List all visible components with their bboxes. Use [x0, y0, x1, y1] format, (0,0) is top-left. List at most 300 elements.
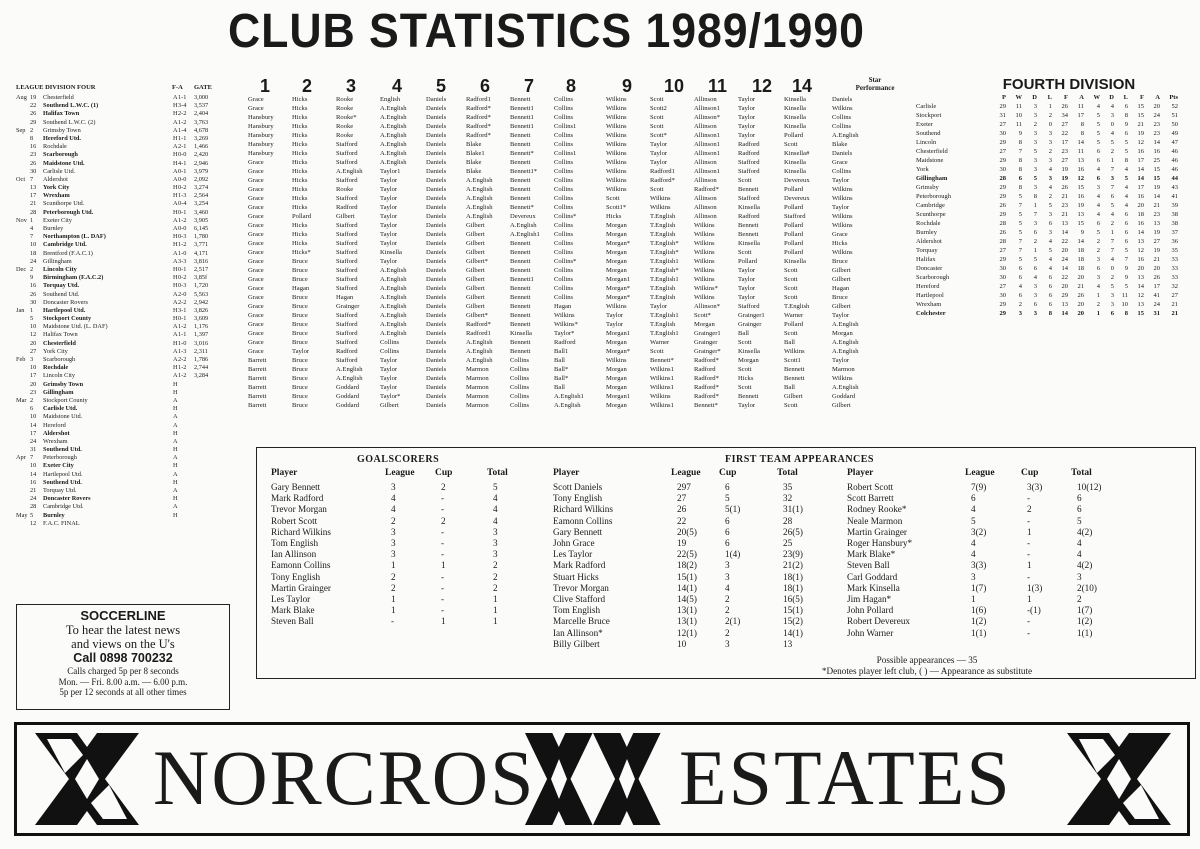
fixture-gate: 3,979	[194, 167, 209, 175]
league-cell: 21	[1077, 283, 1084, 290]
lineup-player: Radford*	[694, 357, 719, 364]
league-cell: 41	[1171, 193, 1178, 200]
league-cell: 5	[1124, 247, 1128, 254]
fixture-day: 10	[30, 323, 37, 331]
league-cell: 5	[1018, 220, 1022, 227]
lineup-row	[248, 321, 906, 330]
stats-player: Clive Stafford	[553, 594, 606, 604]
league-cell: 17	[1061, 139, 1068, 146]
lineup-player: Wilkins	[606, 177, 627, 184]
lineup-player: Goddard	[336, 402, 360, 409]
league-cell: 14	[1137, 166, 1144, 173]
stats-value: 6	[725, 482, 730, 492]
fixture-day: 21	[30, 487, 37, 494]
league-cell: 4	[1018, 283, 1022, 290]
league-row	[916, 166, 1192, 175]
lineup-player: Daniels	[426, 339, 447, 346]
stats-value: 3	[493, 526, 498, 537]
lineup-player: Wilkins	[606, 141, 627, 148]
fixture-venue: H	[173, 388, 178, 396]
lineup-player: Bruce	[292, 339, 308, 346]
lineup-player: Grace	[248, 258, 264, 265]
lineup-player: Morgan	[738, 357, 759, 364]
league-cell: 4	[1096, 193, 1100, 200]
league-cell: 14	[1137, 175, 1144, 182]
lineup-player: Hicks	[292, 132, 308, 139]
lineup-row	[248, 384, 906, 393]
lineup-row	[248, 267, 906, 276]
lineup-player: Allinson*	[694, 303, 721, 310]
lineup-player: Collins*	[554, 213, 577, 220]
league-col-header: P	[1002, 94, 1006, 101]
league-cell: 1	[1048, 103, 1052, 110]
lineup-row	[248, 105, 906, 114]
fixture-venue: A	[173, 118, 178, 126]
lineup-player: Morgan	[694, 321, 715, 328]
lineup-player: Stafford	[336, 312, 358, 319]
fixture-venue: H	[173, 134, 178, 142]
fixture-row	[16, 143, 224, 151]
lineup-player: Radford1	[466, 96, 491, 103]
lineup-player: Collins	[380, 339, 400, 346]
stats-value: 1	[493, 594, 498, 604]
fixture-day: 20	[30, 380, 37, 388]
league-row	[916, 274, 1192, 283]
league-cell: 16	[1137, 148, 1144, 155]
league-col-header: A	[1079, 94, 1084, 101]
fixture-venue: H	[173, 380, 178, 388]
lineup-player: Wilkins	[554, 312, 575, 319]
stats-value: 14(1)	[783, 627, 803, 638]
lineup-player: Bruce	[292, 321, 308, 328]
star-performer: Collins	[832, 114, 852, 121]
stats-value: 2	[493, 582, 498, 593]
fixture-gate: 3,609	[194, 315, 209, 323]
fixture-day: 5	[30, 511, 34, 519]
league-cell: 5	[1124, 283, 1128, 290]
stats-value: 2	[725, 605, 730, 616]
soccerline-charge: Calls charged 5p per 8 seconds	[67, 666, 179, 676]
league-cell: 10	[1015, 112, 1022, 119]
stats-player: Mark Blake	[271, 605, 315, 616]
stats-col-header: Total	[777, 468, 798, 478]
lineup-player: Collins	[554, 204, 574, 211]
lineup-player: A.English1	[554, 393, 584, 400]
lineup-player: Collins	[554, 222, 574, 229]
league-row	[916, 220, 1192, 229]
league-cell: 30	[999, 265, 1006, 272]
lineup-player: Collins	[554, 159, 574, 166]
lineup-player: Daniels	[426, 384, 447, 391]
fixture-day: 13	[30, 184, 37, 192]
lineup-player: Daniels	[426, 249, 447, 256]
lineup-player: Hagan	[336, 294, 354, 301]
league-cell: 13	[1077, 157, 1084, 164]
lineup-player: A.English	[380, 276, 407, 283]
lineup-player: Collins	[510, 357, 530, 364]
lineup-player: Radford	[738, 141, 760, 148]
league-cell: 7	[1124, 256, 1128, 263]
lineup-player: Wilkins	[784, 348, 805, 355]
fixture-row	[16, 454, 224, 462]
lineup-player: Scott	[650, 123, 664, 130]
fixture-venue: A	[173, 175, 178, 183]
lineup-player: A.English	[380, 105, 407, 112]
league-cell: 3	[1033, 103, 1037, 110]
lineup-player: Morgan	[606, 231, 627, 238]
lineup-player: Taylor	[738, 96, 756, 103]
lineup-player: Grainger1	[738, 312, 765, 319]
stats-value: -	[441, 605, 445, 616]
fixture-venue: H	[173, 429, 178, 437]
fixture-venue: A	[173, 200, 178, 208]
lineup-player: Blake	[466, 159, 482, 166]
lineup-player: Wilkins	[606, 132, 627, 139]
fixture-venue: H	[173, 462, 178, 470]
lineup-row	[248, 294, 906, 303]
lineup-row	[248, 204, 906, 213]
shirt-number: 9	[622, 76, 633, 96]
stats-value: 2	[493, 571, 498, 582]
fixture-score: 0-2	[178, 274, 187, 282]
lineup-row	[248, 150, 906, 159]
stats-player: Scott Barrett	[847, 493, 894, 504]
league-table	[916, 76, 1192, 319]
league-cell: 26	[1077, 292, 1084, 299]
league-row	[916, 283, 1192, 292]
fixture-gate: 1,397	[194, 331, 209, 339]
lineup-player: Bennett	[510, 267, 531, 274]
stats-value: 1(3)	[1027, 582, 1043, 593]
fixture-gate: 3,816	[194, 257, 209, 265]
star-performer: Hagan	[832, 285, 850, 292]
lineup-player: Allinson	[694, 159, 717, 166]
lineup-player: Grace	[248, 267, 264, 274]
league-cell: 6	[1096, 157, 1100, 164]
league-cell: 13	[1061, 301, 1068, 308]
fixture-score: 1-2	[178, 364, 187, 372]
league-cell: 1	[1096, 292, 1100, 299]
stats-value: 297	[677, 482, 691, 492]
lineup-player: Bennett*	[510, 204, 534, 211]
lineup-player: Kinsella	[784, 258, 806, 265]
league-cell: 20	[1077, 301, 1084, 308]
fixtures-comp: LEAGUE DIVISION FOUR	[16, 84, 96, 91]
stats-col-header: Total	[487, 468, 508, 478]
fixture-day: 14	[30, 470, 37, 478]
fixture-day: 7	[30, 233, 34, 241]
lineup-player: A.English	[336, 168, 363, 175]
shirt-number: 5	[436, 76, 447, 96]
lineup-player: Daniels	[426, 303, 447, 310]
lineup-player: Scott	[784, 285, 798, 292]
stats-value: 4	[971, 504, 976, 515]
league-cell: 17	[1137, 157, 1144, 164]
league-cell: 33	[1171, 274, 1178, 281]
lineup-player: Grace	[248, 231, 264, 238]
lineup-player: Grace	[248, 177, 264, 184]
sponsor-center-logo-icon	[525, 733, 661, 825]
fixture-row	[16, 495, 224, 503]
stats-value: 3	[391, 549, 396, 560]
league-cell: 21	[1153, 256, 1160, 263]
league-cell: 47	[1171, 139, 1178, 146]
fixture-day: 26	[30, 290, 37, 298]
fixture-month: Mar	[16, 396, 27, 404]
fixture-day: 18	[30, 249, 37, 257]
lineup-player: Gilbert	[336, 213, 355, 220]
fixture-gate: 2,404	[194, 110, 209, 118]
league-cell: 16	[1153, 148, 1160, 155]
lineup-player: Taylor	[380, 222, 398, 229]
fixture-opponent: Hartlepool Utd.	[43, 470, 83, 478]
lineup-player: Daniels	[426, 267, 447, 274]
fixture-row	[16, 479, 224, 487]
lineup-row	[248, 132, 906, 141]
stats-value: 10(12)	[1077, 482, 1102, 492]
lineup-player: Wilkins	[694, 258, 715, 265]
league-cell: 27	[1061, 121, 1068, 128]
lineup-player: Kinsella	[738, 348, 760, 355]
star-performer: Wilkins	[832, 222, 853, 229]
fixture-gate: 1,780	[194, 233, 209, 241]
lineup-player: Taylor	[738, 132, 756, 139]
league-cell: 3	[1033, 139, 1037, 146]
fixture-opponent: Torquay Utd.	[43, 282, 80, 290]
league-cell: 14	[1077, 139, 1084, 146]
lineup-player: Wilkins	[606, 123, 627, 130]
fixture-row	[16, 209, 224, 217]
fixture-month: Jan	[16, 306, 25, 314]
sponsor-word-norcros: NORCROS	[153, 734, 536, 821]
lineup-player: Hicks	[292, 105, 308, 112]
fixture-day: 10	[30, 241, 37, 249]
lineup-player: Morgan	[606, 249, 627, 256]
league-cell: 11	[1077, 103, 1084, 110]
league-cell: 14	[1061, 310, 1068, 317]
stats-value: 5	[971, 515, 976, 526]
league-cell: 1	[1033, 202, 1037, 209]
league-cell: 3	[1048, 229, 1052, 236]
lineup-player: Bennett	[510, 294, 531, 301]
league-cell: 43	[1171, 184, 1178, 191]
lineup-player: Bennett	[738, 186, 759, 193]
stats-value: 1(6)	[971, 605, 987, 616]
lineup-player: Collins	[554, 195, 574, 202]
league-cell: 27	[1153, 238, 1160, 245]
fixture-venue: A	[173, 421, 178, 429]
stats-value: 4	[391, 504, 396, 515]
league-cell: 6	[1110, 310, 1114, 317]
lineup-player: Morgan	[606, 366, 627, 373]
fixture-day: 14	[30, 421, 37, 429]
fixture-opponent: Brentford (F.A.C.1)	[43, 249, 93, 257]
league-cell: 29	[999, 184, 1006, 191]
fixtures-gate-header: GATE	[194, 84, 212, 91]
lineup-player: Bennett	[738, 393, 759, 400]
fixture-month: Dec	[16, 265, 27, 273]
lineup-player: Taylor	[738, 276, 756, 283]
stats-value: 1	[1027, 594, 1032, 604]
league-cell: 3	[1033, 184, 1037, 191]
lineup-player: Grace	[248, 285, 264, 292]
fixture-opponent: F.A.C. FINAL	[43, 519, 80, 527]
league-cell: 5	[1110, 202, 1114, 209]
stats-value: 35	[783, 482, 793, 492]
league-cell: 6	[1124, 211, 1128, 218]
lineup-player: Morgan*	[606, 240, 631, 247]
lineup-player: Warner	[650, 339, 670, 346]
league-row	[916, 139, 1192, 148]
league-cell: 28	[999, 238, 1006, 245]
stats-value: 2	[1077, 594, 1082, 604]
league-cell: 4	[1096, 283, 1100, 290]
stats-value: 21(2)	[783, 560, 803, 571]
fixture-gate: 2,517	[194, 265, 209, 273]
lineup-player: Warner	[784, 312, 804, 319]
league-cell: 7	[1110, 238, 1114, 245]
stats-value: 18(2)	[677, 560, 697, 571]
fixture-row	[16, 282, 224, 290]
star-performer: Gilbert	[832, 402, 851, 409]
stats-player: Billy Gilbert	[553, 638, 600, 649]
league-cell: 5	[1048, 202, 1052, 209]
fixture-row	[16, 430, 224, 438]
stats-value: 2	[1027, 504, 1032, 515]
league-col-header: A	[1155, 94, 1160, 101]
league-cell: 7	[1018, 238, 1022, 245]
stats-player: Tony English	[553, 493, 603, 504]
lineup-player: Wilkins	[650, 204, 671, 211]
lineup-player: Radford	[336, 204, 358, 211]
fixture-score: 3-3	[178, 257, 187, 265]
lineup-player: Bennett	[510, 96, 531, 103]
lineup-player: Kinsella	[784, 96, 806, 103]
lineup-player: Daniels	[426, 348, 447, 355]
lineup-player: Pollard	[784, 240, 804, 247]
league-cell: 3	[1110, 301, 1114, 308]
fixture-row	[16, 356, 224, 364]
lineup-player: Stafford	[336, 150, 358, 157]
lineup-player: Kinsella#	[784, 150, 810, 157]
stats-value: -	[1027, 627, 1031, 638]
league-cell: 2	[1048, 148, 1052, 155]
lineup-player: Rooke	[336, 186, 354, 193]
fixture-gate: 3,826	[194, 306, 209, 314]
fixture-day: 8	[30, 134, 34, 142]
stats-col-header: Cup	[1021, 468, 1039, 478]
star-performer: Wilkins	[832, 249, 853, 256]
league-cell: 9	[1080, 229, 1084, 236]
fixture-opponent: Maidstone Utd.	[43, 159, 85, 167]
lineup-player: Gilbert	[466, 303, 485, 310]
lineup-player: Gilbert*	[466, 312, 488, 319]
stats-value: 3(3)	[971, 560, 987, 571]
stats-value: 26	[677, 504, 687, 515]
stats-value: 2	[391, 582, 396, 593]
fixture-venue: A	[173, 331, 178, 339]
league-cell: 28	[999, 220, 1006, 227]
stats-player: Mark Radford	[553, 560, 606, 571]
league-cell: 3	[1033, 112, 1037, 119]
lineup-player: Stafford	[336, 267, 358, 274]
fixture-opponent: Cambridge Utd.	[43, 503, 84, 511]
league-cell: 1	[1110, 157, 1114, 164]
fixture-opponent: Peterborough	[43, 454, 77, 462]
lineup-player: Wilkins*	[554, 321, 578, 328]
fixture-opponent: Halifax Town	[43, 331, 78, 339]
lineup-player: Stafford	[336, 141, 358, 148]
star-performer: Hicks	[832, 240, 848, 247]
lineup-player: Daniels	[426, 141, 447, 148]
lineup-player: Bennett1*	[510, 168, 538, 175]
lineup-player: Morgan	[606, 267, 627, 274]
star-performer: Daniels	[832, 96, 853, 103]
lineup-row	[248, 348, 906, 357]
stats-player: Mark Radford	[271, 493, 324, 504]
fixture-venue: A	[173, 143, 178, 151]
fixture-opponent: York City	[43, 184, 70, 192]
fixture-row	[16, 372, 224, 380]
soccerline-box	[16, 604, 230, 710]
stats-value: 15(1)	[783, 605, 803, 616]
lineup-player: Gilbert	[466, 267, 485, 274]
stats-player: Tom English	[553, 605, 601, 616]
lineup-player: Bennett	[510, 141, 531, 148]
fixture-opponent: Torquay Utd.	[43, 487, 77, 494]
lineup-player: Daniels	[426, 213, 447, 220]
lineup-player: Pollard	[784, 222, 804, 229]
fixture-venue: H	[173, 478, 178, 486]
stats-value: -	[1027, 571, 1031, 582]
lineup-player: Grace	[248, 204, 264, 211]
soccerline-line2: and views on the U's	[71, 637, 175, 651]
stats-value: 1(4)	[725, 549, 741, 560]
fixture-day: 29	[30, 118, 37, 126]
fixture-month: Sep	[16, 126, 26, 134]
lineup-player: Wilkins1	[650, 375, 674, 382]
lineup-player: Marmon	[466, 393, 489, 400]
shirt-number: 8	[566, 76, 577, 96]
fixture-day: 10	[30, 462, 37, 470]
stats-value: -	[1027, 549, 1031, 560]
stats-value: 2(1)	[725, 616, 741, 627]
fixture-gate: 2,092	[194, 175, 209, 183]
stats-player: Ian Allinson	[271, 549, 317, 560]
fixture-opponent: Burnley	[43, 225, 64, 232]
stats-value: -	[441, 526, 445, 537]
fixture-gate: 3,016	[194, 339, 209, 347]
lineup-player: Stafford	[336, 159, 358, 166]
league-cell: 5	[1096, 121, 1100, 128]
lineup-player: Pollard	[292, 213, 312, 220]
lineup-player: Daniels	[426, 132, 447, 139]
league-cell: 8	[1018, 166, 1022, 173]
league-cell: 3	[1033, 292, 1037, 299]
fixture-gate: 3,254	[194, 200, 209, 208]
fixture-opponent: Doncaster Rovers	[43, 495, 91, 503]
fixture-day: 26	[30, 110, 37, 118]
lineup-player: Gilbert	[466, 249, 485, 256]
league-cell: 1	[1033, 247, 1037, 254]
fixture-opponent: York City	[43, 347, 68, 355]
lineup-player: Radford*	[466, 114, 491, 121]
fixture-row	[16, 299, 224, 307]
lineup-player: Kinsella	[784, 105, 806, 112]
fixture-score: 1-2	[178, 216, 187, 224]
league-cell: 52	[1171, 103, 1178, 110]
lineup-player: Grace	[248, 303, 264, 310]
